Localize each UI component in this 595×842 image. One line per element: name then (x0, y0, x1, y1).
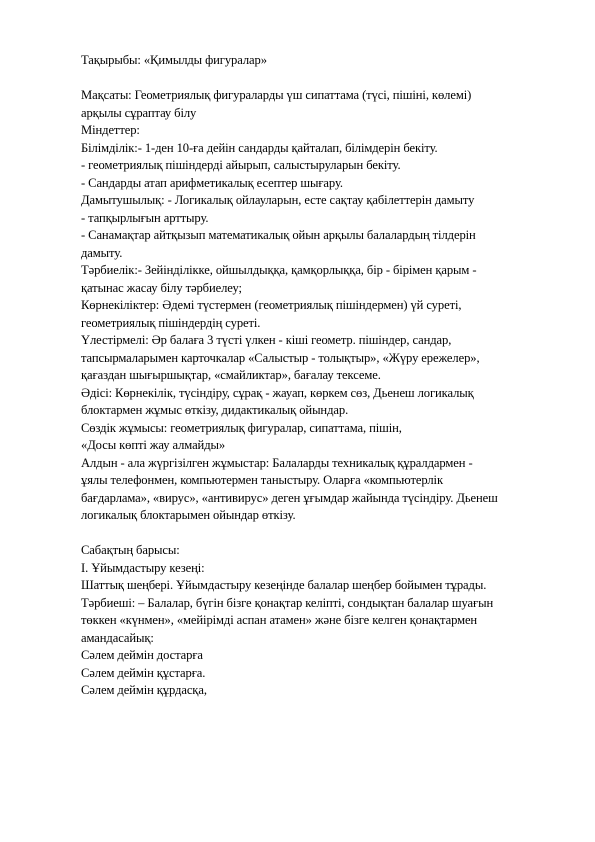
lesson-title: Тақырыбы: «Қимылды фигуралар» (81, 53, 267, 67)
developmental-line: Дамытушылық: - Логикалық ойлауларын, есте сақтау қабілеттерін дамыту (81, 193, 475, 207)
handouts-line: қағаздан шығыршықтар, «смайликтар», бағалау тексеме. (81, 368, 381, 382)
goal-line: Мақсаты: Геометриялық фигураларды үш сипаттама (түсі, пішіні, көлемі) (81, 88, 472, 102)
vocabulary-line: Сөздік жұмысы: геометриялық фигуралар, сипаттама, пішін, (81, 420, 402, 435)
greeting-line: Сәлем деймін достарға (81, 648, 203, 662)
educational-line: - Сандарды атап арифметикалық есептер шығару. (81, 175, 343, 190)
upbringing-line: қатынас жасау білу тәрбиелеу; (81, 280, 242, 295)
teacher-line: Тәрбиеші: – Балалар, бүгін бізге қонақтар келіпті, сондықтан балалар шуағын (81, 595, 494, 610)
tasks-heading: Міндеттер: (81, 123, 140, 137)
teacher-line: амандасайық: (81, 630, 154, 645)
handouts-line: тапсырмаларымен карточкалар «Салыстыр - толықтыр», «Жүру ережелер», (81, 350, 480, 365)
greeting-line: Сәлем деймін құстарға. (81, 665, 206, 680)
goal-line: арқылы сұраптау білу (81, 105, 197, 120)
visuals-line: геометриялық пішіндердің суреті. (81, 315, 261, 330)
teacher-line: төккен «күнмен», «мейірімді аспан атамен» және бізге келген қонақтармен (81, 613, 478, 627)
handouts-line: Үлестірмелі: Әр балаға 3 түсті үлкен - кіші геометр. пішіндер, сандар, (81, 333, 452, 347)
vocabulary-line: «Досы көпті жау алмайды» (81, 438, 226, 452)
circle-line: Шаттық шеңбері. Ұйымдастыру кезеңінде балалар шеңбер бойымен тұрады. (81, 578, 487, 592)
upbringing-line: Тәрбиелік:- Зейінділікке, ойшылдыққа, қамқорлыққа, бір - бірімен қарым - (81, 263, 477, 277)
developmental-line: дамыту. (81, 245, 123, 260)
method-line: Әдісі: Көрнекілік, түсіндіру, сұрақ - жауап, көркем сөз, Дьенеш логикалық (81, 385, 474, 400)
prework-line: Алдын - ала жүргізілген жұмыстар: Балаларды техникалық құралдармен - (81, 455, 473, 470)
educational-line: - геометриялық пішіндерді айырып, салыстыруларын бекіту. (81, 158, 401, 172)
prework-line: ұялы телефонмен, компьютермен таныстыру. Оларға «компьютерлік (81, 473, 443, 487)
developmental-line: - тапқырлығын арттыру. (81, 210, 209, 225)
stage-heading: I. Ұйымдастыру кезеңі: (81, 560, 205, 575)
spacer (81, 70, 551, 88)
developmental-line: - Санамақтар айтқызып математикалық ойын арқылы балалардың тілдерін (81, 228, 476, 242)
lesson-heading: Сабақтың барысы: (81, 543, 180, 557)
prework-line: бағдарлама», «вирус», «антивирус» деген ұғымдар жайында түсіндіру. Дьенеш (81, 490, 498, 505)
method-line: блоктармен жұмыс өткізу, дидактикалық ойындар. (81, 403, 349, 417)
educational-line: Білімділік:- 1-ден 10-ға дейін сандарды қайталап, білімдерін бекіту. (81, 140, 438, 155)
prework-line: логикалық блоктарымен ойындар өткізу. (81, 508, 296, 522)
visuals-line: Көрнекіліктер: Әдемі түстермен (геометриялық пішіндермен) үй суреті, (81, 298, 462, 312)
spacer (81, 525, 551, 543)
document-body (81, 52, 551, 700)
greeting-line: Сәлем деймін құрдасқа, (81, 683, 207, 697)
